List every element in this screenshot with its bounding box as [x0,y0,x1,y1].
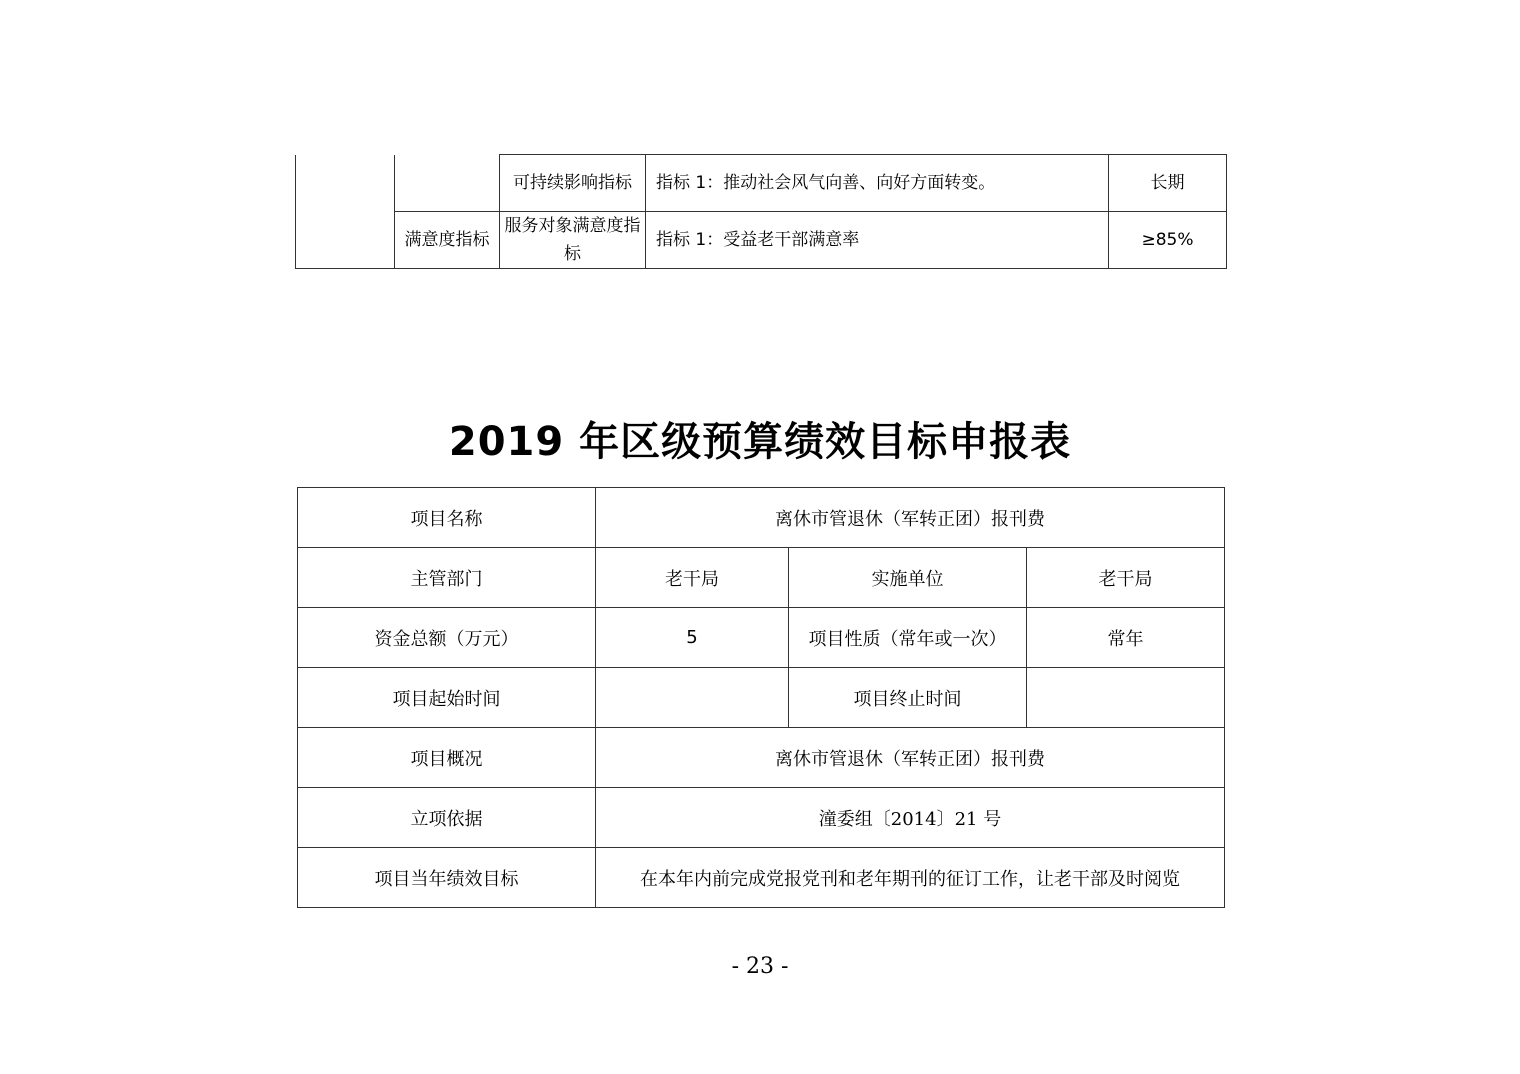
table-row [298,548,1225,608]
start-value [596,668,789,728]
value-cell: ≥85% [1109,212,1227,269]
table-row [298,848,1225,908]
page-number: - 23 - [731,954,789,979]
project-name-label: 项目名称 [298,488,596,548]
table-row [296,155,1227,212]
goal-label: 项目当年绩效目标 [298,848,596,908]
table-row [298,608,1225,668]
indicator-cell: 指标 1：受益老干部满意率 [646,212,1109,269]
start-label: 项目起始时间 [298,668,596,728]
level2-cell [395,155,500,212]
nature-value: 常年 [1027,608,1225,668]
goal-value: 在本年内前完成党报党刊和老年期刊的征订工作，让老干部及时阅览 [596,848,1225,908]
dept-label: 主管部门 [298,548,596,608]
impl-unit-label: 实施单位 [789,548,1027,608]
level3-cell: 可持续影响指标 [500,155,646,212]
level2-cell: 满意度指标 [395,212,500,269]
overview-label: 项目概况 [298,728,596,788]
budget-target-table [297,487,1225,908]
table-row [298,668,1225,728]
level1-cell [296,155,395,269]
nature-label: 项目性质（常年或一次） [789,608,1027,668]
basis-label: 立项依据 [298,788,596,848]
table-row [298,788,1225,848]
dept-value: 老干局 [596,548,789,608]
overview-value: 离休市管退休（军转正团）报刊费 [596,728,1225,788]
project-name-value: 离休市管退休（军转正团）报刊费 [596,488,1225,548]
indicator-table-continued [295,154,1227,269]
funds-label: 资金总额（万元） [298,608,596,668]
value-cell: 长期 [1109,155,1227,212]
indicator-cell: 指标 1：推动社会风气向善、向好方面转变。 [646,155,1109,212]
table-row [296,212,1227,269]
basis-value: 潼委组〔2014〕21 号 [596,788,1225,848]
impl-unit-value: 老干局 [1027,548,1225,608]
funds-value: 5 [596,608,789,668]
end-value [1027,668,1225,728]
document-title: 2019 年区级预算绩效目标申报表 [448,419,1072,465]
level3-cell: 服务对象满意度指标 [500,212,646,269]
table-row [298,488,1225,548]
end-label: 项目终止时间 [789,668,1027,728]
table-row [298,728,1225,788]
